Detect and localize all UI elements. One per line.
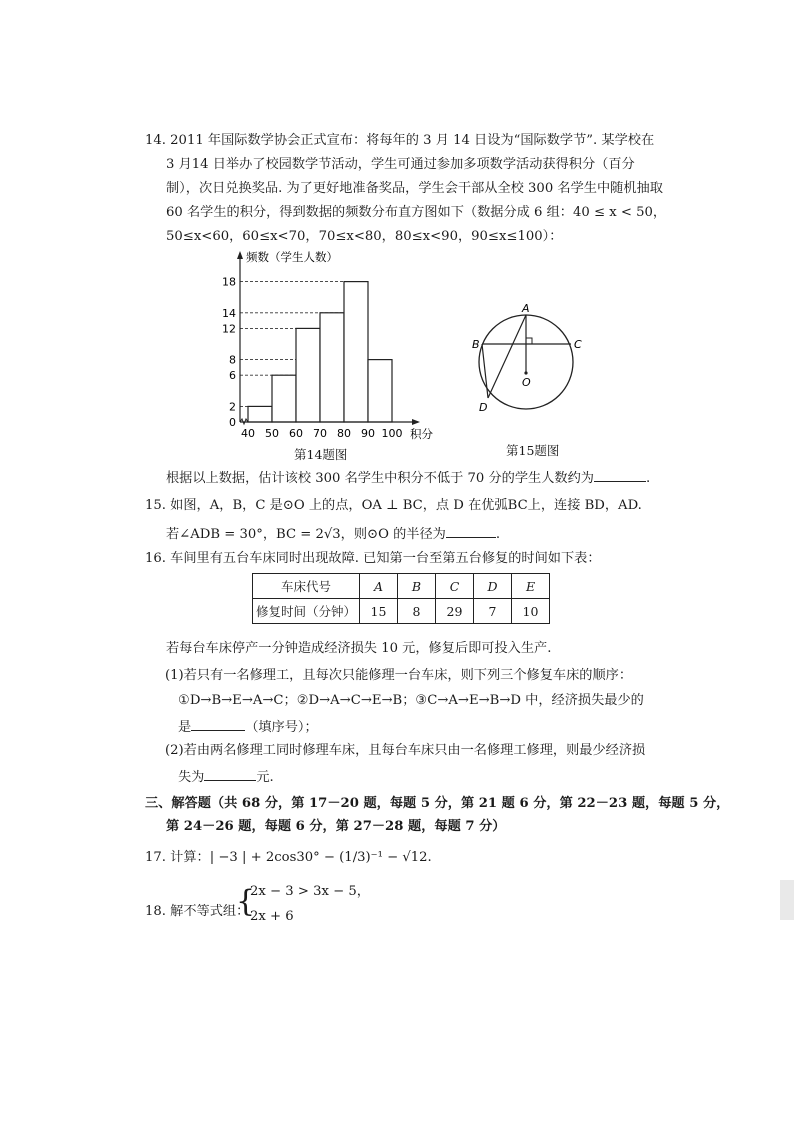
- x-tick-label: 50: [265, 427, 279, 440]
- q14-line-4: 60 名学生的积分，得到数据的频数分布直方图如下（数据分成 6 组：40 ≤ x < 50，: [166, 205, 667, 220]
- q16-part1-prefix: 是: [178, 720, 192, 735]
- x-tick-label: 60: [289, 427, 303, 440]
- q14-answer-line: [166, 468, 650, 488]
- q16-part2-line-1: (2)若由两名修理工同时修理车床，且每台车床只由一名修理工修理，则最少经济损: [165, 743, 646, 758]
- q14-line-5: 50≤x<60，60≤x<70，70≤x<80，80≤x<90，90≤x≤100）：: [166, 229, 563, 244]
- section-3-header-line-1: 三、解答题（共 68 分，第 17－20 题，每题 5 分，第 21 题 6 分，第 22－23 题，每题 5 分，: [145, 796, 730, 811]
- x-tick-label: 100: [381, 427, 403, 440]
- x-axis-arrow: [412, 419, 420, 425]
- x-tick-label: 80: [337, 427, 351, 440]
- q16-part1-line-3: [178, 717, 318, 737]
- table-cell: 7: [474, 599, 512, 624]
- system-brace: {: [236, 884, 256, 919]
- q18-prefix: 18. 解不等式组：: [145, 904, 250, 919]
- table-cell: 8: [398, 599, 436, 624]
- y-axis-title: 频数（学生人数）: [246, 250, 338, 264]
- q16-loss-statement: 若每台车床停产一分钟造成经济损失 10 元，修复后即可投入生产.: [166, 641, 552, 656]
- figure-14-caption: 第14题图: [294, 447, 348, 462]
- y-axis-arrow: [237, 251, 243, 259]
- label-a: A: [522, 302, 530, 315]
- figure-15-caption: 第15题图: [506, 443, 560, 458]
- table-cell: A: [360, 574, 398, 599]
- circle-figure-15: [470, 300, 590, 425]
- histogram-figure-14: [200, 245, 460, 445]
- histogram-bar: [320, 313, 344, 422]
- y-tick-label: 18: [222, 275, 236, 289]
- y-tick-label: 0: [229, 416, 236, 429]
- q15-line-2-prefix: 若∠ADB = 30°，BC = 2√3，则⊙O 的半径为: [166, 527, 446, 542]
- table-header-row: [253, 574, 550, 599]
- histogram-bar: [368, 360, 392, 422]
- q16-part2-blank[interactable]: [204, 767, 256, 781]
- q15-line-2: [166, 524, 500, 544]
- q14-line-2: 3 月14 日举办了校园数学节活动，学生可通过参加多项数学活动获得积分（百分: [166, 157, 635, 172]
- histogram-bar: [344, 282, 368, 422]
- q16-part2-line-2: [178, 767, 274, 787]
- table-cell: 修复时间（分钟）: [253, 599, 360, 624]
- q14-answer-suffix: .: [645, 471, 651, 486]
- y-tick-label: 6: [229, 369, 236, 383]
- table-cell: C: [436, 574, 474, 599]
- table-cell: E: [512, 574, 550, 599]
- q17-text: 17. 计算：| −3 | + 2cos30° − (1/3)⁻¹ − √12.: [145, 850, 432, 865]
- y-tick-label: 14: [222, 306, 236, 320]
- table-cell: 10: [512, 599, 550, 624]
- table-cell: 车床代号: [253, 574, 360, 599]
- q16-part1-line-1: (1)若只有一名修理工，且每次只能修理一台车床，则下列三个修复车床的顺序：: [165, 668, 633, 683]
- histogram-bar: [296, 328, 320, 422]
- table-cell: B: [398, 574, 436, 599]
- label-o: O: [522, 376, 531, 389]
- q15-line-2-suffix: .: [495, 527, 501, 542]
- q14-line-3: 制），次日兑换奖品. 为了更好地准备奖品，学生会干部从全校 300 名学生中随机抽取: [166, 181, 663, 196]
- y-tick-label: 2: [229, 400, 236, 414]
- histogram-bar: [272, 375, 296, 422]
- q18-inequality-2: 2x + 6: [250, 909, 294, 924]
- q18-inequality-1: 2x − 3 > 3x − 5，: [250, 884, 370, 899]
- label-b: B: [472, 338, 480, 351]
- q14-answer-prefix: 根据以上数据，估计该校 300 名学生中积分不低于 70 分的学生人数约为: [166, 471, 594, 486]
- q16-part1-blank[interactable]: [191, 717, 245, 731]
- table-row: [253, 599, 550, 624]
- repair-time-table: [252, 573, 550, 624]
- section-3-header-line-2: 第 24－26 题，每题 6 分，第 27－28 题，每题 7 分）: [166, 819, 506, 834]
- y-tick-label: 12: [222, 322, 236, 336]
- histogram-bar: [248, 406, 272, 422]
- x-axis-title: 积分: [410, 427, 433, 441]
- right-angle-mark: [526, 338, 532, 344]
- table-cell: 15: [360, 599, 398, 624]
- q15-answer-blank[interactable]: [446, 524, 496, 538]
- segment-bd: [482, 344, 488, 398]
- q15-line-1: 15. 如图，A，B，C 是⊙O 上的点，OA ⊥ BC，点 D 在优弧BC上，连接 BD，AD.: [145, 498, 642, 513]
- label-d: D: [479, 401, 488, 414]
- q14-line-1: 14. 2011 年国际数学协会正式宣布：将每年的 3 月 14 日设为“国际数学节”. 某学校在: [145, 133, 655, 148]
- x-tick-label: 40: [241, 427, 255, 440]
- q16-part1-line-2: ①D→B→E→A→C；②D→A→C→E→B；③C→A→E→B→D 中，经济损失最少的: [178, 693, 644, 708]
- y-tick-label: 8: [229, 353, 236, 367]
- q16-part2-prefix: 失为: [178, 770, 205, 785]
- q16-part2-suffix: 元.: [256, 770, 274, 785]
- table-cell: D: [474, 574, 512, 599]
- q16-part1-suffix: （填序号）；: [245, 720, 318, 735]
- center-point: [524, 371, 527, 374]
- q14-answer-blank[interactable]: [594, 468, 646, 482]
- label-c: C: [574, 338, 582, 351]
- x-tick-label: 90: [361, 427, 375, 440]
- scan-edge-shadow: [780, 880, 794, 920]
- table-cell: 29: [436, 599, 474, 624]
- x-tick-label: 70: [313, 427, 327, 440]
- q16-intro: 16. 车间里有五台车床同时出现故障. 已知第一台至第五台修复的时间如下表：: [145, 551, 601, 566]
